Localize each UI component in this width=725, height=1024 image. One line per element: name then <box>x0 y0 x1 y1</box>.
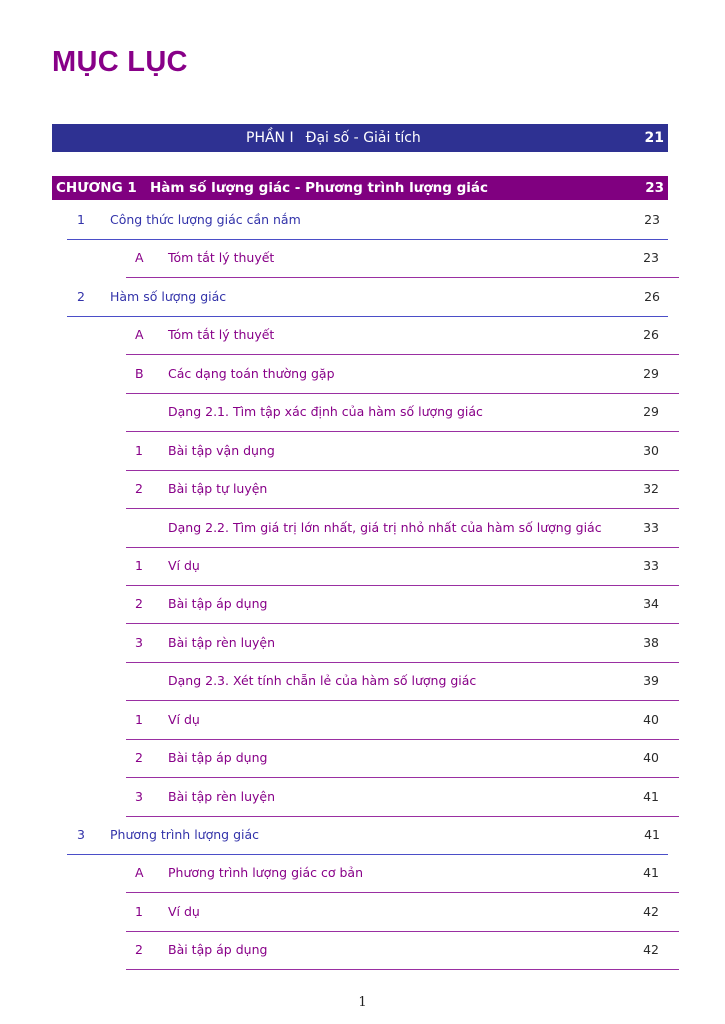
entry-number: 2 <box>77 289 85 304</box>
entry-number: 3 <box>135 789 143 804</box>
entry-page: 23 <box>644 212 660 227</box>
entry-label: Bài tập tự luyện <box>168 481 268 496</box>
entry-number: A <box>135 327 144 342</box>
entry-number: 2 <box>135 481 143 496</box>
entry-page: 29 <box>643 366 659 381</box>
toc-entry[interactable] <box>126 624 679 663</box>
entry-page: 29 <box>643 404 659 419</box>
entry-label: Các dạng toán thường gặp <box>168 366 335 381</box>
part-title: Đại số - Giải tích <box>305 130 421 146</box>
entry-label: Hàm số lượng giác <box>110 289 227 304</box>
entry-page: 33 <box>643 520 659 535</box>
toc-entry[interactable] <box>126 509 679 548</box>
entry-label: Dạng 2.1. Tìm tập xác định của hàm số lượng giác <box>168 404 483 419</box>
toc-title: MỤC LỤC <box>52 46 188 78</box>
entry-number: 2 <box>135 750 143 765</box>
entry-label: Ví dụ <box>168 904 200 919</box>
toc-entry[interactable] <box>67 201 668 240</box>
entry-label: Dạng 2.2. Tìm giá trị lớn nhất, giá trị nhỏ nhất của hàm số lượng giác <box>168 520 602 535</box>
entry-label: Tóm tắt lý thuyết <box>168 327 275 342</box>
toc-entry[interactable] <box>126 739 679 778</box>
toc-entry[interactable] <box>126 547 679 586</box>
toc-entry[interactable] <box>67 278 668 317</box>
toc-entry[interactable] <box>126 470 679 509</box>
toc-entry[interactable] <box>126 432 679 471</box>
entry-page: 41 <box>643 865 659 880</box>
toc-entry[interactable] <box>67 816 668 855</box>
entry-label: Bài tập áp dụng <box>168 750 268 765</box>
entry-page: 34 <box>643 596 659 611</box>
chapter-label: CHƯƠNG 1 <box>56 180 137 196</box>
entry-page: 38 <box>643 635 659 650</box>
entry-label: Dạng 2.3. Xét tính chẵn lẻ của hàm số lượng giác <box>168 673 477 688</box>
toc-entry[interactable] <box>126 393 679 432</box>
part-label: PHẦN I <box>246 130 294 146</box>
toc-entry[interactable] <box>126 585 679 624</box>
entry-page: 40 <box>643 750 659 765</box>
entry-page: 42 <box>643 942 659 957</box>
chapter-heading[interactable] <box>52 176 668 200</box>
entry-number: 2 <box>135 942 143 957</box>
entry-page: 40 <box>643 712 659 727</box>
entry-number: 1 <box>77 212 85 227</box>
entry-label: Ví dụ <box>168 558 200 573</box>
toc-entry[interactable] <box>126 931 679 970</box>
entry-page: 26 <box>643 327 659 342</box>
entry-page: 23 <box>643 250 659 265</box>
entry-label: Công thức lượng giác cần nắm <box>110 212 301 227</box>
entry-number: 3 <box>77 827 85 842</box>
toc-entry[interactable] <box>126 701 679 740</box>
entry-page: 32 <box>643 481 659 496</box>
entry-number: 1 <box>135 443 143 458</box>
entry-number: 1 <box>135 558 143 573</box>
entry-label: Bài tập rèn luyện <box>168 789 276 804</box>
entry-page: 33 <box>643 558 659 573</box>
part-heading-text <box>246 130 421 146</box>
entry-number: 2 <box>135 596 143 611</box>
toc-entry[interactable] <box>126 316 679 355</box>
entry-number: A <box>135 250 144 265</box>
part-heading[interactable] <box>52 124 668 152</box>
entry-page: 42 <box>643 904 659 919</box>
entry-number: 1 <box>135 712 143 727</box>
entry-label: Tóm tắt lý thuyết <box>168 250 275 265</box>
entry-number: 1 <box>135 904 143 919</box>
chapter-page-number: 23 <box>645 180 664 196</box>
entry-label: Phương trình lượng giác cơ bản <box>168 865 363 880</box>
entry-label: Bài tập áp dụng <box>168 596 268 611</box>
entry-number: A <box>135 865 144 880</box>
chapter-title: Hàm số lượng giác - Phương trình lượng giác <box>150 180 488 196</box>
toc-entry[interactable] <box>126 239 679 278</box>
toc-entry[interactable] <box>126 893 679 932</box>
entry-label: Ví dụ <box>168 712 200 727</box>
toc-entry[interactable] <box>126 662 679 701</box>
entry-number: B <box>135 366 144 381</box>
toc-entry[interactable] <box>126 854 679 893</box>
entry-page: 26 <box>644 289 660 304</box>
entry-label: Bài tập áp dụng <box>168 942 268 957</box>
entry-label: Bài tập rèn luyện <box>168 635 276 650</box>
page-number: 1 <box>358 995 367 1010</box>
entry-number: 3 <box>135 635 143 650</box>
entry-page: 30 <box>643 443 659 458</box>
entry-page: 41 <box>644 827 660 842</box>
entry-page: 39 <box>643 673 659 688</box>
entry-label: Bài tập vận dụng <box>168 443 275 458</box>
entry-page: 41 <box>643 789 659 804</box>
entry-label: Phương trình lượng giác <box>110 827 260 842</box>
toc-entry[interactable] <box>126 355 679 394</box>
part-page-number: 21 <box>644 130 664 146</box>
toc-entry[interactable] <box>126 778 679 817</box>
